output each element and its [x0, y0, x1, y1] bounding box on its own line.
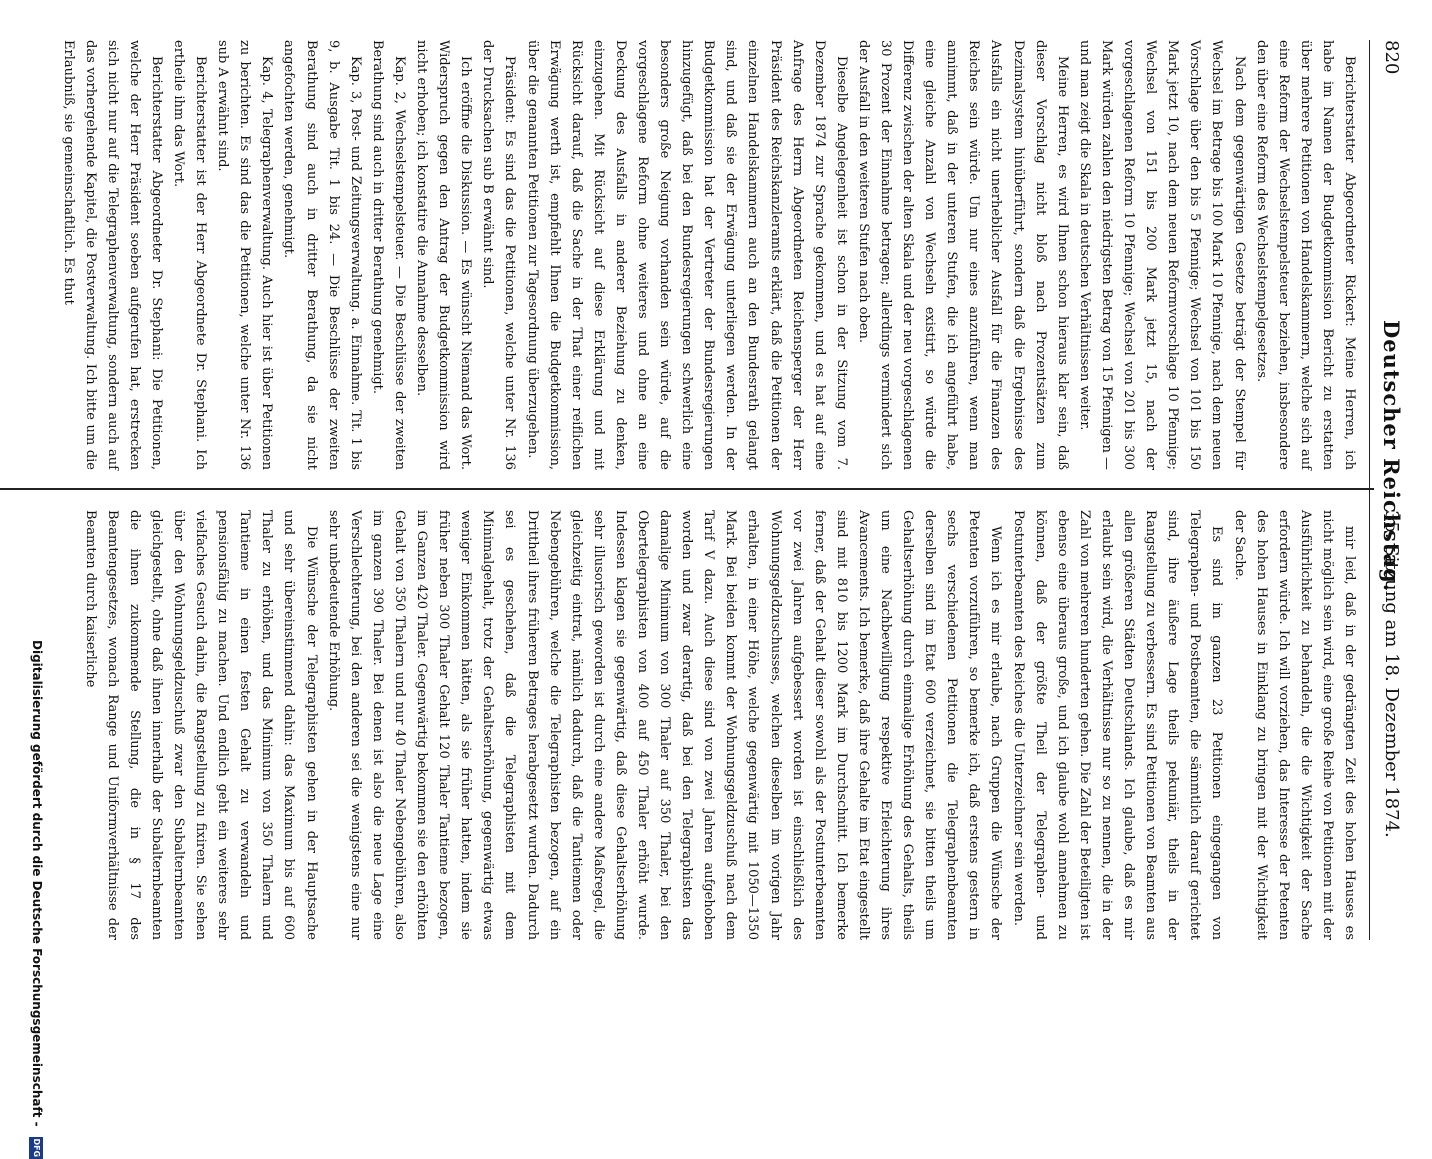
paragraph: Ich eröffne die Diskussion. — Es wünscht Niemand das Wort. Widerspruch gegen den Antrag der Budgetkommission wird nicht erhoben; ich konstatire die Annahme desselben.: [414, 40, 474, 470]
paragraph: mir leid, daß in der gedrängten Zeit des hohen Hauses es nicht möglich sein wird, eine große Reihe von Petitionen mit der Ausführlichkeit zu behandeln, die die Wichtigkeit der Sache erfordern würde. Ich will vorziehen, das Interesse der Petenten des hohen Hauses in Einklang zu bringen mit der Wichtigkeit der Sache.: [1231, 510, 1357, 940]
digitization-footer: [30, 640, 45, 1159]
paragraph: Kap. 4, Telegraphenverwaltung. Auch hier ist über Petitionen zu berichten. Es sind das die Petitionen, welche unter Nr. 136 sub A erwähnt sind.: [215, 40, 275, 470]
paragraph: Es sind im ganzen 23 Petitionen eingegangen von Telegraphen- und Postbeamten, die sämmtlich darauf gerichtet sind, ihre äußere Lage theils pekuniär, theils in der Rangstellung zu verbessern. Es sind Petitionen von Beamten aus allen größeren Städten Deutschlands. Ich glaube, daß es mir erlaubt sein wird, die Verhältnisse nur so zu nennen, die in der Zahl von mehreren hunderten gehen. Die Zahl der Beteiligten ist ebenso eine überaus große, und ich glaube wohl annehmen zu können, daß der größte Theil der Telegraphen- und Postunterbeamten des Reiches die Unterzeichner sein werden.: [1010, 510, 1225, 940]
page-title: Deutscher Reichstag.: [1379, 320, 1404, 593]
right-column: [70, 510, 1360, 940]
footer-text: Digitalisierung gefördert durch die Deutsche Forschungsgemeinschaft -: [30, 640, 44, 1127]
column-divider: [0, 488, 1374, 490]
page-header: [1369, 40, 1410, 940]
paragraph: Kap. 3, Post- und Zeitungsverwaltung. a. Einnahme. Tit. 1 bis 9, b. Ausgabe Tit. 1 bis 24. — Die Beschlüsse der zweiten Berathung sind auch in dritter Berathung, da sie nicht angefochten werden, genehmigt.: [281, 40, 363, 470]
page-number: 820: [1381, 40, 1402, 75]
paragraph: Berichterstatter Abgeordneter Dr. Stephani: Die Petitionen, welche der Herr Präsident soeben aufgerufen hat, erstrecken sich nicht nur auf die Telegraphenverwaltung, sondern auch auf das vorhergehende Kapitel, die Postverwaltung. Ich bitte um die Erlaubniß, sie gemeinschaftlich. Es thut: [60, 40, 164, 470]
paragraph: Präsident: Es sind das die Petitionen, welche unter Nr. 136 der Drucksachen sub B erwähnt sind.: [480, 40, 518, 470]
left-column: [60, 40, 1360, 470]
paragraph: Kap. 2, Wechselstempelsteuer. — Die Beschlüsse der zweiten Berathung sind auch in dritter Berathung genehmigt.: [369, 40, 407, 470]
paragraph: Berichterstatter Abgeordneter Rickert: Meine Herren, ich habe im Namen der Budgetkommission Bericht zu erstatten über mehrere Petitionen von Handelskammern, welche sich auf eine Reform der Wechselstempelsteuer beziehen, insbesondere den über eine Reform des Wechselstempelgesetzes.: [1253, 40, 1357, 470]
paragraph: Die Wünsche der Telegraphisten gehen in der Hauptsache und sehr übereinstimmend dahin: das Maximum bis auf 600 Thaler zu erhöhen, und das Minimum von 350 Thalern und Tantieme in einen festen Gehalt zu verwandeln und pensionsfähig zu machen. Und endlich geht ein weiteres sehr vielfaches Gesuch dahin, die Rangstellung zu fixiren. Sie sehen über den Wohnungsgeldzuschuß zwar den Subalternbeamten gleichgestellt, ohne daß ihnen innerhalb der Subalternbeamten die ihnen zukommende Stellung, die in § 17 des Beamtengesetzes, wonach Range und Uniformverhältnisse der Beamten durch kaiserliche: [82, 510, 319, 940]
paragraph: Nach dem gegenwärtigen Gesetze beträgt der Stempel für Wechsel im Betrage bis 100 Mark 10 Pfennige, nach dem neuen Vorschlage über den bis 5 Pfennige; Wechsel von 101 bis 150 Mark jetzt 10, nach dem neuen Reformvorschlage 10 Pfennige; Wechsel von 151 bis 200 Mark jetzt 15, nach der vorgeschlagenen Reform 10 Pfennige; Wechsel von 201 bis 300 Mark würden zahlen den niedrigsten Betrag von 15 Pfennigen — und man zeigt die Skala in deutschen Verhältnissen weiter.: [1076, 40, 1247, 470]
paragraph: Dieselbe Angelegenheit ist schon in der Sitzung vom 7. Dezember 1874 zur Sprache gekommen, und es hat auf eine Anfrage des Herrn Abgeordneten Reichensperger der Herr Präsident des Reichskanzleramts erklärt, daß die Petitionen der einzelnen Handelskammern auch an den Bundesrath gelangt sind, und daß sie der Erwägung unterliegen werden. In der Budgetkommission hat der Vertreter der Bundesregierungen hinzugefügt, daß bei den Bundesregierungen schwerlich eine besonders große Neigung vorhanden sein würde, auf die vorgeschlagene Reform ohne weiteres und ohne an eine Deckung des Ausfalls in anderer Beziehung zu denken, einzugehen. Mit Rücksicht auf diese Erklärung und mit Rücksicht darauf, daß die Sache in der That einer reiflichen Erwägung werth ist, empfiehlt Ihnen die Budgetkommission, über die genannten Petitionen zur Tagesordnung überzugehen.: [524, 40, 849, 470]
dfg-logo: DFG: [30, 1137, 44, 1159]
session-line: 35. Sitzung am 18. Dezember 1874.: [1381, 510, 1402, 838]
paragraph: Wenn ich es mir erlaube, nach Gruppen die Wünsche der Petenten vorzuführen, so bemerke ich, daß erstens gestern in sechs verschiedenen Petitionen die Telegraphenbeamten derselben sind im Etat 600 verzeichnet, sie bitten theils um Gehaltserhöhung durch einmalige Erhöhung des Gehalts, theils um eine Nachbewilligung respektive Erleichterung ihres Avancements. Ich bemerke, daß ihre Gehalte im Etat eingestellt sind mit 810 bis 1200 Mark im Durchschnitt. Ich bemerke ferner, daß der Gehalt dieser sowohl als der Postunterbeamten vor zwei Jahren aufgebessert worden ist einschließlich des Wohnungsgeldzuschusses, welchen dieselben im vorigen Jahr erhalten, in einer Höhe, welche gegenwärtig mit 1050—1350 Mark. Bei beiden kommt der Wohnungsgeldzuschuß nach dem Tarif V dazu. Auch diese sind von zwei Jahren aufgehoben worden und zwar derartig, daß bei den Telegraphisten das damalige Minimum von 300 Thaler auf 350 Thaler, bei den Obertelegraphisten von 400 auf 450 Thaler erhöht wurde. Indessen klagen sie gegenwärtig, daß diese Gehaltserhöhung sehr illusorisch geworden ist durch eine andere Maßregel, die gleichzeitig eintrat, nämlich dadurch, daß die Tantiemen oder Nebengebühren, welche die Telegraphisten bezogen, auf ein Drittheil ihres früheren Betrages herabgesetzt wurden. Dadurch sei es geschehen, daß die Telegraphisten mit dem Minimalgehalt, trotz der Gehaltserhöhung, gegenwärtig etwas weniger Einkommen hätten, als sie früher hatten, indem sie früher neben 300 Thaler Gehalt 120 Thaler Tantieme bezogen, im Ganzen 420 Thaler. Gegenwärtig bekommen sie den erhöhten Gehalt von 350 Thalern und nur 40 Thaler Nebengebühren, also im ganzen 390 Thaler. Bei denen ist also die neue Lage eine Verschlechterung, bei den anderen sei die wenigstens eine nur sehr unbedeutende Erhöhung.: [325, 510, 1004, 940]
paragraph: Meine Herren, es wird Ihnen schon hieraus klar sein, daß dieser Vorschlag nicht bloß nach Prozentsätzen zum Dezimalsystem hinüberführt, sondern daß die Ergebnisse des Ausfalls ein nicht unerheblicher Ausfall für die Finanzen des Reiches sein würde. Um nur eines anzuführen, wenn man annimmt, daß in der unteren Stufen, die ich angeführt habe, eine gleiche Anzahl von Wechseln existirt, so würde die Differenz zwischen der alten Skala und der neu vorgeschlagenen 30 Prozent der Einnahme betragen; allerdings vermindert sich der Ausfall in den weiteren Stufen nach oben.: [855, 40, 1070, 470]
paragraph: Berichterstatter ist der Herr Abgeordnete Dr. Stephani. Ich ertheile ihm das Wort.: [171, 40, 209, 470]
